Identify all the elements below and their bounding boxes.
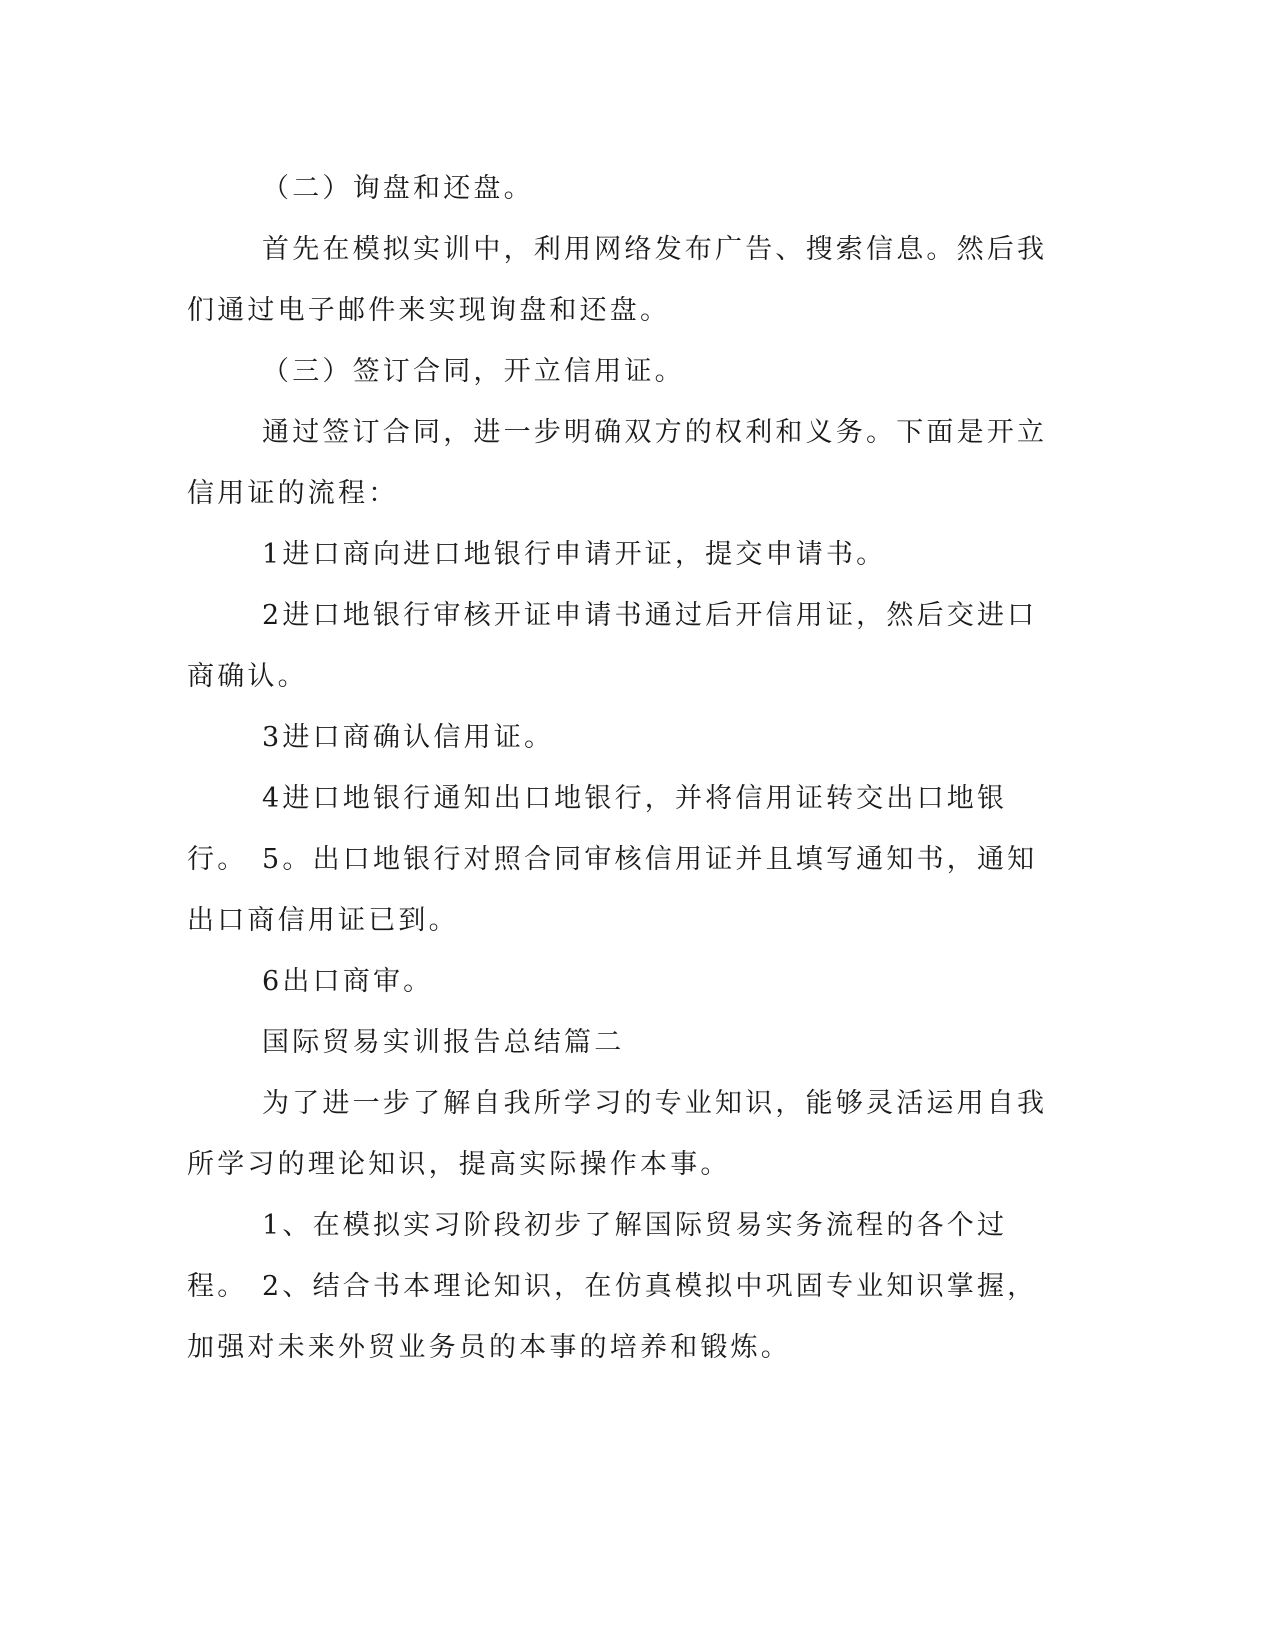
section-title-part-two: 国际贸易实训报告总结篇二 — [262, 1027, 625, 1058]
paragraph-purpose: 为了进一步了解自我所学习的专业知识，能够灵活运用自我所学习的理论知识，提高实际操作本事。 — [187, 1088, 1048, 1180]
list-item-step-3: 3进口商确认信用证。 — [262, 722, 555, 753]
paragraph-inquiry-body: 首先在模拟实训中，利用网络发布广告、搜索信息。然后我们通过电子邮件来实现询盘和还盘。 — [187, 234, 1048, 326]
list-item-step-2: 2进口地银行审核开证申请书通过后开信用证，然后交进口商确认。 — [187, 600, 1038, 692]
list-item-step-1: 1进口商向进口地银行申请开证，提交申请书。 — [262, 539, 887, 570]
list-item-step-5: 5。出口地银行对照合同审核信用证并且填写通知书，通知出口商信用证已到。 — [187, 844, 1038, 936]
list-item-step-6: 6出口商审。 — [262, 966, 434, 997]
list-item-purpose-1: 1、在模拟实习阶段初步了解国际贸易实务流程的各个过程。 — [187, 1210, 1008, 1302]
list-item-purpose-2: 2、结合书本理论知识，在仿真模拟中巩固专业知识掌握，加强对未来外贸业务员的本事的培养和锻炼。 — [187, 1271, 1038, 1363]
paragraph-contract-body: 通过签订合同，进一步明确双方的权利和义务。下面是开立信用证的流程： — [187, 417, 1048, 509]
section-heading-contract: （三）签订合同，开立信用证。 — [262, 356, 685, 387]
list-item-step-4: 4进口地银行通知出口地银行，并将信用证转交出口地银行。 — [187, 783, 1008, 875]
section-heading-inquiry: （二）询盘和还盘。 — [262, 173, 534, 204]
